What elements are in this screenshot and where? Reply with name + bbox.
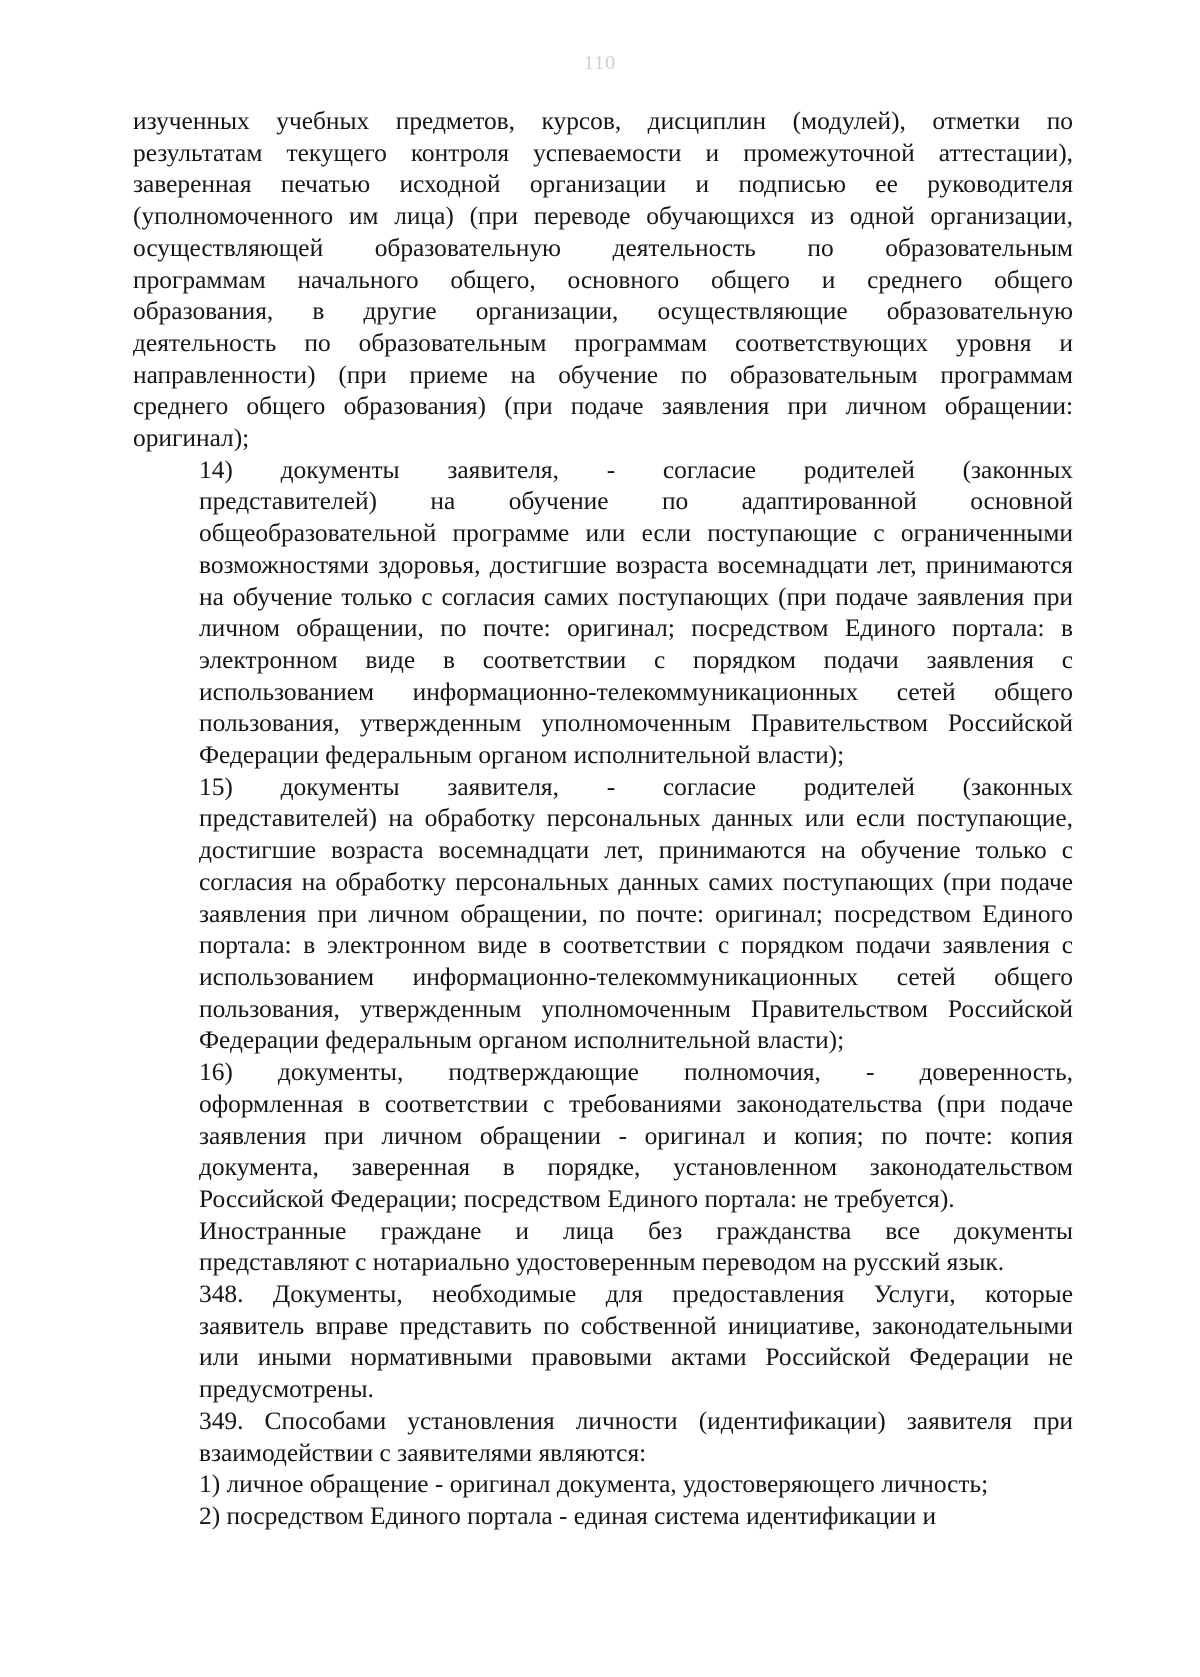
- text-line: Федерации федеральным органом исполнительной власти);: [199, 1026, 845, 1055]
- text-line: 2) посредством Единого портала - единая система идентификации и: [199, 1501, 937, 1530]
- text-line: на обучение только с согласия самих поступающих (при подаче заявления при: [199, 582, 1073, 611]
- text-line: использованием информационно-телекоммуникационных сетей общего: [199, 677, 1073, 706]
- paragraph-p8: [133, 1469, 1073, 1501]
- text-line: заверенная печатью исходной организации и подписью ее руководителя: [133, 170, 1073, 199]
- paragraph-p6: [133, 1279, 1073, 1406]
- text-line: заявитель вправе представить по собственной инициативе, законодательными: [199, 1311, 1073, 1340]
- text-line: предусмотрены.: [199, 1375, 374, 1404]
- text-line: пользования, утвержденным уполномоченным Правительством Российской: [199, 709, 1073, 738]
- text-line: среднего общего образования) (при подаче заявления при личном обращении:: [133, 392, 1073, 421]
- page-number: 110: [583, 52, 617, 74]
- paragraph-p3: [133, 772, 1073, 1057]
- text-line: 15) документы заявителя, - согласие родителей (законных: [199, 772, 1073, 801]
- text-line: 348. Документы, необходимые для предоставления Услуги, которые: [199, 1280, 1073, 1309]
- text-line: (уполномоченного им лица) (при переводе обучающихся из одной организации,: [133, 202, 1073, 231]
- text-line: Иностранные граждане и лица без гражданства все документы: [199, 1216, 1073, 1245]
- text-line: согласия на обработку персональных данных самих поступающих (при подаче: [199, 867, 1073, 896]
- text-line: взаимодействии с заявителями являются:: [199, 1438, 647, 1467]
- text-line: возможностями здоровья, достигшие возраста восемнадцати лет, принимаются: [199, 550, 1073, 579]
- text-line: Федерации федеральным органом исполнительной власти);: [199, 741, 845, 770]
- text-line: личном обращении, по почте: оригинал; посредством Единого портала: в: [199, 614, 1073, 643]
- text-line: изученных учебных предметов, курсов, дисциплин (модулей), отметки по: [133, 107, 1073, 135]
- text-line: общеобразовательной программе или если поступающие с ограниченными: [199, 519, 1073, 548]
- paragraph-p5: [133, 1216, 1073, 1279]
- text-line: 1) личное обращение - оригинал документа, удостоверяющего личность;: [199, 1470, 989, 1499]
- document-body: [133, 106, 1073, 1533]
- text-line: деятельность по образовательным программам соответствующих уровня и: [133, 328, 1073, 357]
- text-line: электронном виде в соответствии с порядком подачи заявления с: [199, 645, 1073, 674]
- paragraph-p2: [133, 455, 1073, 772]
- text-line: представителей) на обработку персональных данных или если поступающие,: [199, 804, 1073, 833]
- text-line: представителей) на обучение по адаптированной основной: [199, 487, 1073, 516]
- text-line: 349. Способами установления личности (идентификации) заявителя при: [199, 1406, 1073, 1435]
- text-line: достигшие возраста восемнадцати лет, принимаются на обучение только с: [199, 836, 1073, 865]
- text-line: портала: в электронном виде в соответствии с порядком подачи заявления с: [199, 931, 1073, 960]
- text-line: 14) документы заявителя, - согласие родителей (законных: [199, 455, 1073, 484]
- text-line: использованием информационно-телекоммуникационных сетей общего: [199, 962, 1073, 991]
- text-line: документа, заверенная в порядке, установленном законодательством: [199, 1153, 1073, 1182]
- paragraph-p1: [133, 106, 1073, 455]
- text-line: программам начального общего, основного общего и среднего общего: [133, 265, 1073, 294]
- text-line: заявления при личном обращении, по почте: оригинал; посредством Единого: [199, 899, 1073, 928]
- text-line: Российской Федерации; посредством Единого портала: не требуется).: [199, 1184, 955, 1213]
- text-line: оформленная в соответствии с требованиями законодательства (при подаче: [199, 1089, 1073, 1118]
- text-line: образования, в другие организации, осуществляющие образовательную: [133, 297, 1073, 326]
- text-line: представляют с нотариально удостоверенным переводом на русский язык.: [199, 1248, 1005, 1277]
- text-line: заявления при личном обращении - оригинал и копия; по почте: копия: [199, 1121, 1073, 1150]
- paragraph-p7: [133, 1406, 1073, 1469]
- paragraph-p4: [133, 1057, 1073, 1216]
- text-line: направленности) (при приеме на обучение по образовательным программам: [133, 360, 1073, 389]
- text-line: или иными нормативными правовыми актами Российской Федерации не: [199, 1343, 1073, 1372]
- text-line: осуществляющей образовательную деятельность по образовательным: [133, 233, 1073, 262]
- text-line: пользования, утвержденным уполномоченным Правительством Российской: [199, 994, 1073, 1023]
- text-line: результатам текущего контроля успеваемости и промежуточной аттестации),: [133, 138, 1073, 167]
- paragraph-p9: [133, 1501, 1073, 1533]
- text-line: 16) документы, подтверждающие полномочия, - доверенность,: [199, 1058, 1073, 1087]
- text-line: оригинал);: [133, 424, 250, 453]
